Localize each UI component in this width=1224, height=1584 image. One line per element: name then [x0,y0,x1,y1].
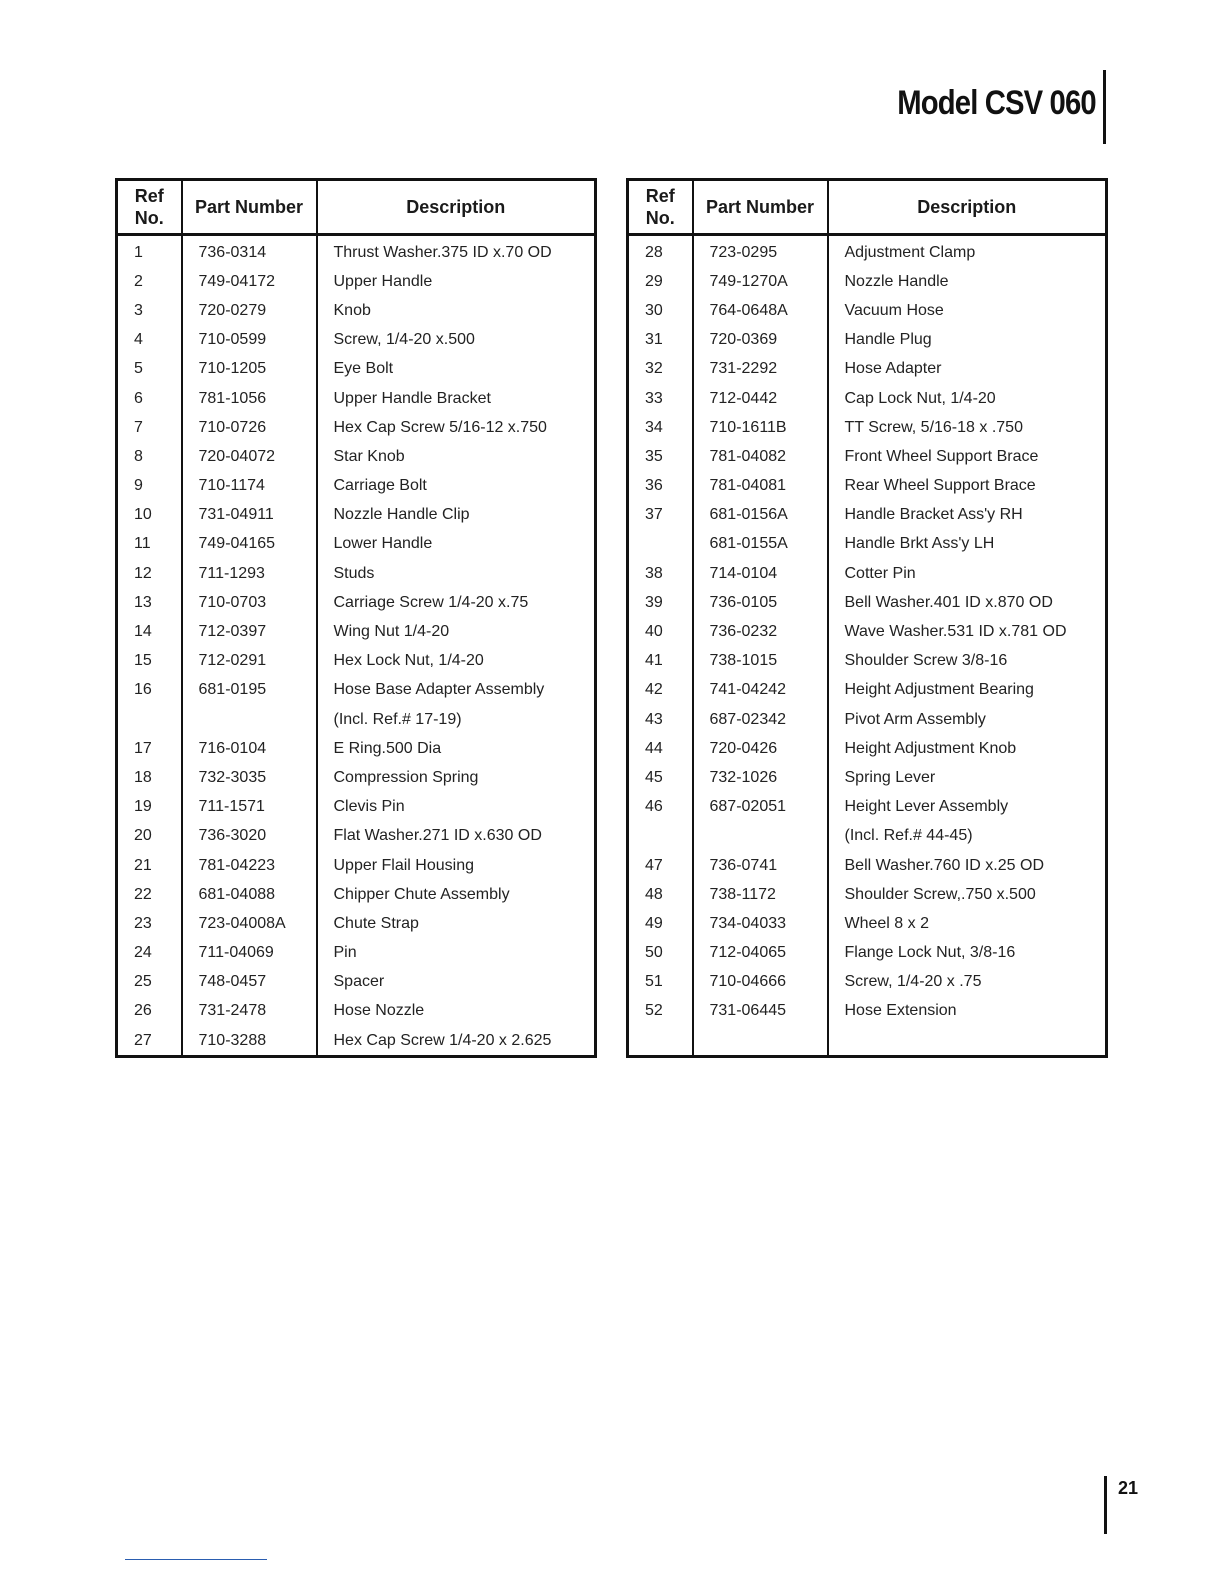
part-number-cell: 741-04242 [693,676,828,705]
description-cell: Hose Base Adapter Assembly [317,676,596,705]
ref-no-header: Ref No. [117,180,182,235]
ref-no-cell: 42 [645,681,663,699]
part-number-cell: 731-04911 [182,501,317,530]
ref-no-cell: 49 [645,914,663,932]
table-row [628,296,1107,325]
description-cell: Shoulder Screw,.750 x.500 [828,880,1107,909]
part-number-cell: 736-0741 [693,851,828,880]
table-row [117,793,596,822]
description-cell: Flat Washer.271 ID x.630 OD [317,822,596,851]
table-row [628,326,1107,355]
ref-no-cell: 2 [134,272,143,290]
ref-no-cell: 50 [645,944,663,962]
description-cell: Upper Handle [317,267,596,296]
ref-no-cell: 21 [134,856,152,874]
description-cell: Height Adjustment Knob [828,734,1107,763]
description-cell: Wave Washer.531 ID x.781 OD [828,617,1107,646]
part-number-cell: 736-3020 [182,822,317,851]
description-cell: Carriage Screw 1/4-20 x.75 [317,588,596,617]
table-row [117,968,596,997]
part-number-cell: 720-0426 [693,734,828,763]
table-row [628,734,1107,763]
description-cell: Vacuum Hose [828,296,1107,325]
ref-no-cell: 25 [134,973,152,991]
part-number-cell: 720-04072 [182,442,317,471]
ref-no-cell: 28 [645,243,663,261]
part-number-header: Part Number [182,180,317,235]
part-number-cell: 731-06445 [693,997,828,1026]
table-row [628,1026,1107,1057]
ref-no-cell: 39 [645,593,663,611]
table-row [628,559,1107,588]
table-row [628,939,1107,968]
description-cell: Hex Cap Screw 1/4-20 x 2.625 [317,1026,596,1057]
table-row [628,530,1107,559]
parts-table-left [115,178,597,1058]
ref-no-cell [628,530,693,559]
table-row [117,880,596,909]
description-cell: Screw, 1/4-20 x.500 [317,326,596,355]
table-row [117,939,596,968]
part-number-cell: 714-0104 [693,559,828,588]
description-cell: Cotter Pin [828,559,1107,588]
description-cell: Rear Wheel Support Brace [828,472,1107,501]
description-cell: Upper Flail Housing [317,851,596,880]
ref-no-cell: 22 [134,885,152,903]
description-cell: Hose Nozzle [317,997,596,1026]
description-cell [828,1026,1107,1057]
ref-no-cell: 32 [645,360,663,378]
ref-no-cell: 48 [645,885,663,903]
description-cell: Shoulder Screw 3/8-16 [828,647,1107,676]
part-number-cell: 710-1205 [182,355,317,384]
part-number-cell: 738-1172 [693,880,828,909]
ref-no-cell: 47 [645,856,663,874]
ref-no-cell: 23 [134,914,152,932]
part-number-cell: 764-0648A [693,296,828,325]
table-row [117,851,596,880]
table-row [117,501,596,530]
parts-table-right-body [628,235,1107,1057]
table-row [628,880,1107,909]
ref-no-cell: 36 [645,477,663,495]
description-cell: E Ring.500 Dia [317,734,596,763]
part-number-cell: 710-1611B [693,413,828,442]
ref-no-cell: 43 [645,710,663,728]
description-cell: Screw, 1/4-20 x .75 [828,968,1107,997]
description-cell: Bell Washer.760 ID x.25 OD [828,851,1107,880]
part-number-cell: 781-04081 [693,472,828,501]
ref-no-cell: 24 [134,944,152,962]
part-number-cell: 710-04666 [693,968,828,997]
table-row [628,647,1107,676]
part-number-cell: 711-1571 [182,793,317,822]
description-cell: Thrust Washer.375 ID x.70 OD [317,235,596,268]
ref-no-cell: 26 [134,1002,152,1020]
description-cell: Carriage Bolt [317,472,596,501]
table-row [117,997,596,1026]
table-row [628,676,1107,705]
part-number-cell: 716-0104 [182,734,317,763]
table-row [117,326,596,355]
ref-no-cell: 6 [134,389,143,407]
table-row [117,676,596,705]
description-cell: Compression Spring [317,763,596,792]
table-row [628,267,1107,296]
table-row [628,235,1107,268]
ref-no-cell: 44 [645,739,663,757]
part-number-cell: 712-0442 [693,384,828,413]
description-cell: Handle Brkt Ass'y LH [828,530,1107,559]
ref-no-cell: 10 [134,506,152,524]
ref-no-cell: 29 [645,272,663,290]
ref-no-cell: 45 [645,768,663,786]
table-header-row [117,180,596,235]
ref-no-cell: 16 [134,681,152,699]
description-cell: Adjustment Clamp [828,235,1107,268]
description-cell: Star Knob [317,442,596,471]
part-number-cell: 781-04223 [182,851,317,880]
description-cell: Bell Washer.401 ID x.870 OD [828,588,1107,617]
part-number-cell: 749-04172 [182,267,317,296]
part-number-cell: 736-0314 [182,235,317,268]
description-cell: Wheel 8 x 2 [828,909,1107,938]
table-row [117,1026,596,1057]
part-number-cell: 748-0457 [182,968,317,997]
description-cell: Hose Extension [828,997,1107,1026]
parts-table-right [626,178,1108,1058]
page-number: 21 [1118,1478,1139,1498]
ref-no-cell: 12 [134,564,152,582]
part-number-cell: 711-1293 [182,559,317,588]
table-row [628,705,1107,734]
description-cell: Spacer [317,968,596,997]
part-number-cell [693,822,828,851]
part-number-cell: 732-3035 [182,763,317,792]
ref-no-cell [628,822,693,851]
ref-no-cell: 33 [645,389,663,407]
ref-no-cell [117,705,182,734]
description-cell: (Incl. Ref.# 44-45) [828,822,1107,851]
ref-no-cell: 13 [134,593,152,611]
ref-no-cell: 5 [134,360,143,378]
description-cell: Spring Lever [828,763,1107,792]
description-cell: TT Screw, 5/16-18 x .750 [828,413,1107,442]
part-number-cell: 734-04033 [693,909,828,938]
table-row [117,647,596,676]
part-number-cell: 710-0599 [182,326,317,355]
table-row [628,588,1107,617]
part-number-cell: 749-1270A [693,267,828,296]
description-cell: Clevis Pin [317,793,596,822]
ref-no-cell [628,1026,693,1057]
part-number-cell: 723-0295 [693,235,828,268]
table-row [628,442,1107,471]
table-row [117,413,596,442]
ref-no-cell: 30 [645,301,663,319]
part-number-cell: 710-0726 [182,413,317,442]
description-cell: Pivot Arm Assembly [828,705,1107,734]
part-number-cell: 781-1056 [182,384,317,413]
ref-no-cell: 20 [134,827,152,845]
description-cell: Handle Bracket Ass'y RH [828,501,1107,530]
table-row [117,530,596,559]
ref-no-header: Ref No. [628,180,693,235]
table-row [628,501,1107,530]
description-cell: Studs [317,559,596,588]
part-number-cell: 749-04165 [182,530,317,559]
ref-no-cell: 14 [134,623,152,641]
part-number-cell: 731-2292 [693,355,828,384]
part-number-cell: 720-0369 [693,326,828,355]
ref-no-cell: 11 [134,535,151,553]
table-row [628,793,1107,822]
description-cell: Nozzle Handle Clip [317,501,596,530]
ref-no-cell: 41 [645,652,663,670]
ref-no-cell: 18 [134,768,152,786]
ref-no-cell: 35 [645,447,663,465]
table-row [117,588,596,617]
description-cell: Knob [317,296,596,325]
table-row [117,705,596,734]
description-cell: (Incl. Ref.# 17-19) [317,705,596,734]
part-number-cell: 732-1026 [693,763,828,792]
part-number-cell: 710-0703 [182,588,317,617]
description-cell: Chipper Chute Assembly [317,880,596,909]
description-cell: Nozzle Handle [828,267,1107,296]
description-cell: Cap Lock Nut, 1/4-20 [828,384,1107,413]
description-cell: Front Wheel Support Brace [828,442,1107,471]
table-row [117,559,596,588]
part-number-cell: 736-0105 [693,588,828,617]
part-number-cell: 712-0397 [182,617,317,646]
description-cell: Eye Bolt [317,355,596,384]
part-number-cell: 710-1174 [182,472,317,501]
part-number-cell: 720-0279 [182,296,317,325]
table-row [117,384,596,413]
table-row [117,909,596,938]
description-cell: Lower Handle [317,530,596,559]
table-row [117,442,596,471]
title-divider [1103,70,1106,144]
description-cell: Hex Cap Screw 5/16-12 x.750 [317,413,596,442]
part-number-cell: 723-04008A [182,909,317,938]
part-number-cell: 738-1015 [693,647,828,676]
table-row [117,822,596,851]
description-cell: Hex Lock Nut, 1/4-20 [317,647,596,676]
description-cell: Handle Plug [828,326,1107,355]
description-cell: Chute Strap [317,909,596,938]
part-number-cell: 687-02051 [693,793,828,822]
part-number-cell: 710-3288 [182,1026,317,1057]
ref-no-cell: 7 [134,418,143,436]
description-cell: Height Lever Assembly [828,793,1107,822]
part-number-cell: 781-04082 [693,442,828,471]
ref-no-cell: 17 [134,739,152,757]
table-row [117,617,596,646]
ref-no-cell: 1 [134,243,143,261]
part-number-cell: 681-0155A [693,530,828,559]
page-title: Model CSV 060 [897,84,1096,122]
part-number-cell: 712-0291 [182,647,317,676]
table-row [628,472,1107,501]
ref-no-cell: 4 [134,331,143,349]
table-row [117,267,596,296]
table-row [628,617,1107,646]
table-row [628,909,1107,938]
part-number-cell: 687-02342 [693,705,828,734]
table-row [117,355,596,384]
part-number-cell [693,1026,828,1057]
table-row [117,472,596,501]
ref-no-cell: 19 [134,798,152,816]
description-cell: Pin [317,939,596,968]
table-row [628,997,1107,1026]
table-row [628,355,1107,384]
part-number-cell: 681-04088 [182,880,317,909]
ref-no-cell: 15 [134,652,152,670]
ref-no-cell: 27 [134,1031,152,1049]
ref-no-cell: 34 [645,418,663,436]
table-row [628,384,1107,413]
page-number-divider [1104,1476,1107,1534]
part-number-cell: 681-0195 [182,676,317,705]
table-row [628,763,1107,792]
ref-no-cell: 38 [645,564,663,582]
table-row [628,851,1107,880]
table-row [117,296,596,325]
ref-no-cell: 3 [134,301,143,319]
part-number-cell: 712-04065 [693,939,828,968]
table-row [117,734,596,763]
description-cell: Flange Lock Nut, 3/8-16 [828,939,1107,968]
part-number-cell: 731-2478 [182,997,317,1026]
table-row [117,235,596,268]
description-cell: Wing Nut 1/4-20 [317,617,596,646]
ref-no-cell: 40 [645,623,663,641]
ref-no-cell: 37 [645,506,663,524]
table-row [628,968,1107,997]
description-cell: Hose Adapter [828,355,1107,384]
table-row [628,822,1107,851]
description-cell: Upper Handle Bracket [317,384,596,413]
part-number-header: Part Number [693,180,828,235]
description-header: Description [317,180,596,235]
ref-no-cell: 31 [645,331,663,349]
table-header-row [628,180,1107,235]
ref-no-cell: 52 [645,1002,663,1020]
part-number-cell: 736-0232 [693,617,828,646]
description-cell: Height Adjustment Bearing [828,676,1107,705]
table-row [117,763,596,792]
ref-no-cell: 8 [134,447,143,465]
part-number-cell: 681-0156A [693,501,828,530]
table-row [628,413,1107,442]
description-header: Description [828,180,1107,235]
ref-no-cell: 9 [134,477,143,495]
footer-rule [125,1559,267,1560]
part-number-cell [182,705,317,734]
part-number-cell: 711-04069 [182,939,317,968]
ref-no-cell: 51 [645,973,663,991]
parts-table-left-body [117,235,596,1057]
ref-no-cell: 46 [645,798,663,816]
